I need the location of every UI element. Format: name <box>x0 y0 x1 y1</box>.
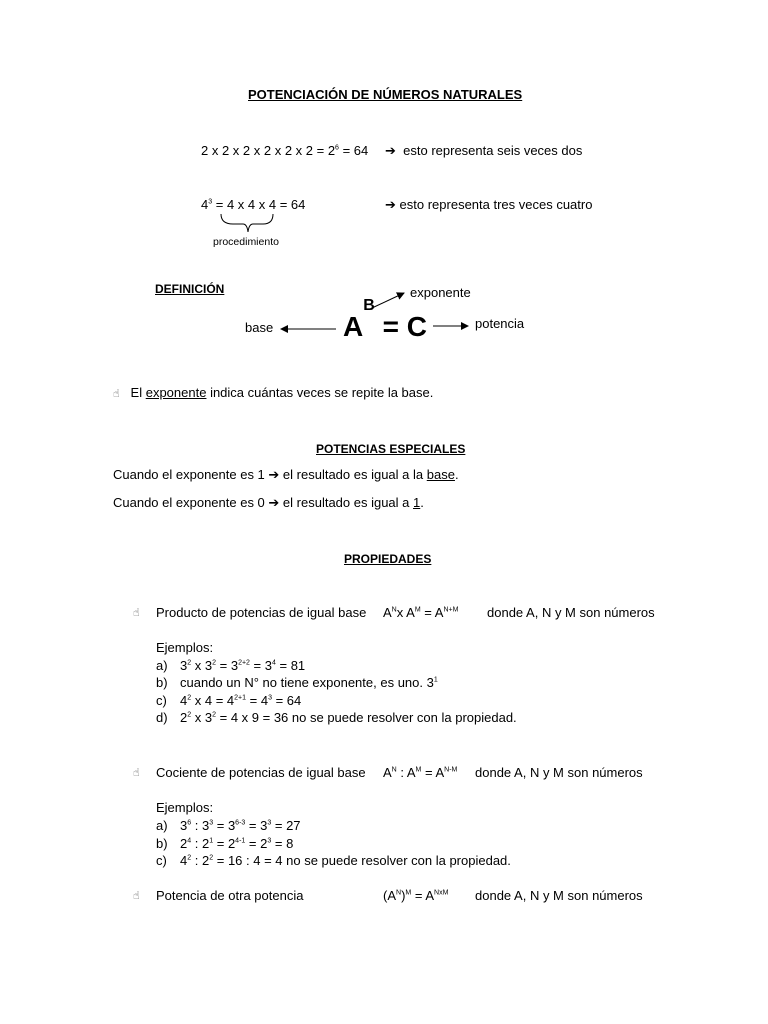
list-item: b) cuando un N° no tiene exponente, es uno. $3^1$ <box>156 675 438 690</box>
properties-heading: PROPIEDADES <box>344 552 432 566</box>
list-item: a) $3^6$ : $3^3 = 3^{6-3} = 3^3 = 27$ <box>156 818 301 833</box>
example-2-expression: $4^3 = 4$ x 4 x 4 = 64 <box>201 197 306 212</box>
quotient-property-note: donde A, N y M son números <box>475 765 643 780</box>
brace-label: procedimiento <box>213 236 279 248</box>
list-item: d) $2^2$ x $3^2 = 4$ x 9 = 36 no se puede resolver con la propiedad. <box>156 710 517 725</box>
pointing-hand-icon: ☝ <box>113 388 120 400</box>
list-item: b) $2^4$ : $2^1 = 2^{4-1} = 2^3 = 8$ <box>156 836 294 851</box>
power-of-power-name: Potencia de otra potencia <box>156 888 304 903</box>
power-label: potencia <box>475 316 525 331</box>
product-examples-label: Ejemplos: <box>156 640 214 655</box>
base-label: base <box>245 320 274 335</box>
arrow-right-icon: ➔ <box>385 143 396 158</box>
arrow-right-icon: ➔ <box>268 495 280 510</box>
page-title: POTENCIACIÓN DE NÚMEROS NATURALES <box>248 87 523 102</box>
product-property-note: donde A, N y M son números <box>487 605 655 620</box>
arrow-right-icon: ➔ <box>268 467 280 482</box>
power-of-power-note: donde A, N y M son números <box>475 888 643 903</box>
product-property-name: Producto de potencias de igual base <box>156 605 367 620</box>
product-property-formula: $A^Nx$ $A^M = A^{N+M}$ <box>383 605 459 620</box>
example-1-expression: 2 x 2 x 2 x 2 x 2 x $2 = 2^6 = 64$ <box>201 143 369 158</box>
arrow-to-exponent <box>372 293 404 308</box>
power-formula: $A^B = C$ <box>343 297 427 342</box>
special-powers-heading: POTENCIAS ESPECIALES <box>316 442 466 456</box>
pointing-hand-icon: ☝ <box>133 607 140 619</box>
special-line-1: Cuando el exponente es 1 ➔ el resultado es igual a la base. <box>113 467 459 482</box>
pointing-hand-icon: ☝ <box>133 890 140 902</box>
special-line-2: Cuando el exponente es 0 ➔ el resultado es igual a 1. <box>113 495 424 510</box>
quotient-property-name: Cociente de potencias de igual base <box>156 765 366 780</box>
example-1-description: ➔ esto representa seis veces dos <box>385 143 583 158</box>
exponent-note: ☝ El exponente indica cuántas veces se repite la base. <box>113 385 434 400</box>
quotient-examples-label: Ejemplos: <box>156 800 214 815</box>
list-item: c) $4^2$ : $2^2 = 16$ : 4 = 4 no se puede resolver con la propiedad. <box>156 853 511 868</box>
exponent-label: exponente <box>410 285 471 300</box>
power-of-power-formula: $(A^N)^M = A^{NxM}$ <box>383 888 449 903</box>
example-2-description: ➔ esto representa tres veces cuatro <box>385 197 593 212</box>
definition-heading: DEFINICIÓN <box>155 282 225 296</box>
quotient-property-formula: $A^N$ : $A^M = A^{N-M}$ <box>383 765 458 780</box>
pointing-hand-icon: ☝ <box>133 767 140 779</box>
list-item: a) $3^2$ x $3^2 = 3^{2+2} = 3^4 = 81$ <box>156 658 306 673</box>
arrow-right-icon: ➔ <box>385 197 396 212</box>
list-item: c) $4^2$ x $4 = 4^{2+1} = 4^3 = 64$ <box>156 693 302 708</box>
